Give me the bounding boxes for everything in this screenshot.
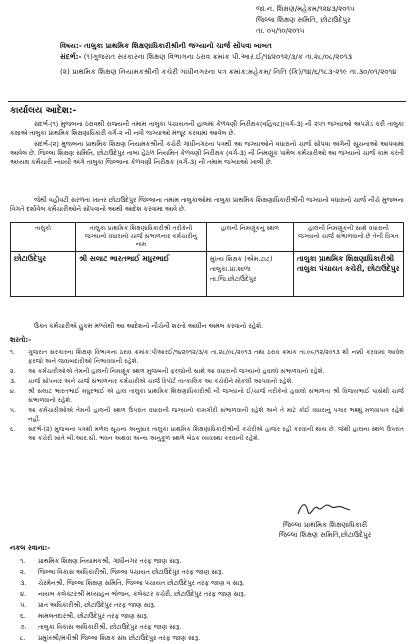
list-text: મામલતદારશ્રી, છોટાઉદેપુર તરફ જાણ સારૂ.: [38, 612, 149, 620]
condition-item: [10, 367, 404, 376]
col-header-taluka: તાલુકો: [11, 223, 76, 252]
list-number: ૬.: [20, 612, 26, 620]
list-text: નાયબ કલેક્ટરશ્રી મધ્યાહન ભોજન, કલેક્ટર કચેરી, છોટાઉદેપુર તરફ જાણ સારૂ.: [38, 590, 246, 598]
list-number: ૫.: [20, 601, 27, 609]
signatory-office: જિલ્લા શિક્ષણ સમિતિ,છોટાઉદેપુર: [278, 531, 372, 539]
list-item: [20, 622, 400, 633]
list-item: [20, 556, 400, 567]
condition-item: [10, 348, 404, 366]
paragraph-1: સંદર્ભ-(૧) મુજબના ઠરાવથી રાજ્યની તમામ તાલુકા પંચાયતની હાલમાં કેળવણી નિરીક્ષક(વહિવટ)(વર્ગ-૩) ની ૨૫૧ જગ્યાઓ અપગ્રેડ કરી તાલુકા કક્ષાએ તાલુકા પ્રાથમિક શિક્ષણાધિકારી વર્ગ-૨ ની નવી જગ્યાઓ મંજૂર કરવામાં આવેલ છે.: [10, 120, 404, 138]
list-text: પ્રાથમિક શિક્ષણ નિયામકશ્રી, ગાંધીનગર તરફ જાણ સારૂ.: [38, 557, 182, 565]
list-number: ૮.: [20, 634, 26, 642]
list-text: પ્રાંત અધિકારીશ્રી, છોટાઉદેપુર તરફ જાણ સારૂ.: [38, 601, 156, 609]
reference-header: [256, 4, 406, 37]
condition-item: [10, 377, 404, 386]
divider: [8, 101, 406, 102]
condition-number: ૨.: [10, 368, 16, 375]
col-header-charge: હાલની નિમણૂંકની સાથે વધારાની જગ્યાનો ચાર્જ સંભાળવાનો છે તેની વિગત: [294, 223, 404, 252]
list-text: ચેરમેનશ્રી, જિલ્લા શિક્ષણ સમિતિ, જિલ્લા પંચાયત છોટાઉદેપુર તરફ જાણ વ સારૂ.: [38, 579, 245, 587]
paragraph-3: જેથી વહીવટી સરળતા ખાતર છોટાઉદેપુર જિલ્લાના તમામ તાલુકાઓમાં તાલુકા પ્રાથમિક શિક્ષણાધિકારીશ્રીની જગ્યાનો વધારાનો ચાર્જ નીચે મુજબના વિગતે દર્શાવેલ કર્મચારીઓને સોંપવાનો આથી આદેશ કરવામાં આવે છે.: [10, 196, 404, 214]
reference-label: સંદર્ભ:-: [60, 52, 82, 61]
condition-number: ૪.: [10, 388, 16, 395]
reference-1: (૧)ગુજરાત સરકારના શિક્ષણ વિભાગના ઠરાવ ક્રમાંક પી.આર.ઈ/૧૪૨૦૧૨/૩/ક તા.૨૮/૦૮/૨૦૧૩: [83, 52, 353, 61]
condition-text: ગુજરાત સરકારના શિક્ષણ વિભાગના ઠરાવ ક્રમાંક:પીઆરઈ/૧૪૨૦૧૨/૩/ક તા.૨૮/૦૮/૨૦૧૩ તથા ઠરાવ ક્રમાંક તા.૦૯/૧૨/૨૦૧૩ થી નક્કી કરવામાં આવેલ ફરજો અને જવાબદારીઓ નિભાવવાની રહેશે.: [28, 349, 404, 365]
office-order-title: કાર્યાલય આદેશ:-: [10, 106, 77, 116]
list-item: [20, 578, 400, 589]
list-number: ૧.: [20, 557, 26, 565]
table-header-row: [11, 223, 404, 252]
list-item: [20, 611, 400, 622]
condition-text: સંદર્ભ-(૨) મુજબના પત્રથી મળેલ સૂચના અનુસાર તાલુકા પ્રાથમિક શિક્ષણાધિકારીશ્રીની કચેરીએ હાજર રહી કરવાની થાય છે. જેથી હાલના સ્થળ ઉપરાંત આ કચેરી ખાતે બી.આર.સી. ભવન અથવા અન્ય અનુકૂળ સ્થળે બેઠક વ્યવસ્થા કરવાની રહેશે.: [28, 426, 404, 442]
signature-scribble: [294, 498, 354, 520]
cell-employee: શ્રી સલાટ ભારતભાઈ મધુરભાઈ: [76, 252, 207, 297]
signature-block: [250, 520, 400, 540]
list-item: [20, 589, 400, 600]
reference-2: (૨) પ્રાથમિક શિક્ષણ નિયામકશ્રીની કચેરી ગાંધીનગરના પત્ર ક્રમાંક:મહેકમ/ નિતિ (કિ)/૧૪/૬/૧૮૩-૨૧૯ તા.૩૦/૦૧/૨૦૧૪: [60, 67, 397, 76]
paragraph-2: સંદર્ભ-(૨) મુજબના પ્રાથમિક શિક્ષણ નિયામકશ્રીની કચેરી ગાંધીનગરના પત્રથી આ જગ્યાઓને વધારાનો ચાર્જ સોંપવા અંગેની સૂચનાઓ આપવામાં આવેલ છે. જિલ્લા શિક્ષણ સમિતિ, છોટાઉદેપુર તાબા હેઠળ નિયમિત કેળવણી નિરીક્ષક (વર્ગ-૩) ની નિમણૂંક પામેલ કર્મચારીઓ આ જગ્યાનો ચાર્જ કામ કરતી અધ્યક્ષ કર્મચારી ન્યાયી અંગે તાલુકા જિલ્લાના કેળવણી નિરીક્ષક (વર્ગ-૩) ની તમામ જગ્યાઓ ખાલી છે.: [10, 140, 404, 167]
cell-taluka: છોટાઉદેપુર: [11, 252, 76, 297]
subject-label: વિષય:-: [60, 41, 82, 50]
charge-table: [10, 222, 404, 297]
conditions-list: [10, 348, 404, 444]
condition-item: [10, 406, 404, 424]
list-text: તાલુકા વિકાસ અધિકારીશ્રી, છોટાઉદેપુર તરફ જાણ સારૂ.: [38, 623, 182, 631]
list-number: ૭.: [20, 623, 27, 631]
list-item: [20, 600, 400, 611]
condition-text: શ્રી સલાટ ભારતભાઈ મધુરભાઈ એ હાલ તાલુકા પ્રાથમિક શિક્ષણાધિકારીશ્રી ની જગ્યાનો ઈ/ચાર્જ તરીકેનો હવાલો સંભાળતા શ્રી વિજયભાઈ પાસેથી ચાર્જ સંભાળવાનો રહેશે.: [28, 388, 404, 404]
signatory-designation: જિલ્લા પ્રાથમિક શિક્ષણાધિકારી: [282, 521, 368, 529]
issue-date: તા. ૦૫/૧૦/૨૦૧૫: [256, 27, 305, 35]
col-header-employee: તાલુકા પ્રાથમિક શિક્ષણાધિકારીશ્રી તરીકેની જગ્યાનો વધારાનો ચાર્જ સંભાળનાર કર્મચારીનું નામ: [76, 223, 207, 252]
cell-charge: તાલુકા પ્રાથમિક શિક્ષણાધિકારીશ્રી તાલુકા પંચાયત કચેરી, છોટાઉદેપુર: [294, 252, 404, 297]
col-header-place: હાલની નિમણૂંકનું સ્થળ: [207, 223, 294, 252]
condition-text: ચાર્જ સોંપનાર અને ચાર્જ સંભાળનાર કર્મચારીએ ચાર્જ રિપોર્ટ તાત્કાલિક આ કચેરીને મોકલી આપવાનો રહેશે.: [28, 378, 294, 385]
conditions-title: શરતો:-: [10, 336, 32, 344]
list-number: ૨.: [20, 568, 26, 576]
condition-number: ૧.: [10, 349, 15, 356]
condition-item: [10, 425, 404, 443]
subject-text: તાલુકા પ્રાથમિક શિક્ષણાધિકારીશ્રીની જગ્યાનો ચાર્જ સોંપવા બાબત: [84, 41, 272, 50]
outward-number: જા.નં. શિક્ષણ/મહેકમ/૧૨૪૩/૨૦૧૫: [256, 5, 355, 13]
condition-item: [10, 387, 404, 405]
list-number: ૩.: [20, 579, 27, 587]
condition-text: આ કર્મચારીઓએ તેમની હાલની સ્થળ ઉપરાંત વધારાની જગ્યાનો કામગીરી સંભાળવાની રહેશે અને તે માટે કોઈ વધારાનું પગાર ભથ્થું મળવાપાત્ર રહેશે નહીં.: [28, 407, 404, 423]
copy-to-title: નકલ રવાના:-: [10, 544, 51, 552]
cell-place: મુખ્ય શિક્ષક (એમ.ટાટ) તાલુકા.પ્રા.શાળા તા.જિ.છોટાઉદેપુર: [207, 252, 294, 297]
list-text: જિલ્લા વિકાસ અધિકારીશ્રી, જિલ્લા પંચાયત છોટાઉદેપુર તરફ જાણ સારૂ.: [38, 568, 224, 576]
condition-number: ૫.: [10, 407, 17, 414]
condition-number: ૬.: [10, 426, 16, 433]
list-item: [20, 633, 400, 644]
subject-block: [60, 40, 406, 77]
after-table-text: ઉક્ત કર્મચારીએ હુકમ મળ્યેથી આ આદેશનો નીચેની શરતો આધીન અમલ કરવાનો રહેશે.: [34, 322, 264, 330]
list-text: પ્રમુખશ્રી/મંત્રીશ્રી જિલ્લા શિક્ષક સંઘ છોટાઉદેપુર તરફ જાણ સારૂ.: [38, 634, 201, 642]
office-name: જિલ્લા શિક્ષણ સમિતિ, છોટાઉદેપુર: [256, 16, 351, 24]
list-number: ૪.: [20, 590, 26, 598]
condition-number: ૩.: [10, 378, 17, 385]
condition-text: આ કર્મચારીઓએ તેમની હાલની નિમણૂંક સ્થળ મુજબની ફરજોની સાથે આ વધારાની જગ્યાનો હવાલો સંભાળવાનો રહેશે.: [28, 368, 325, 375]
list-item: [20, 567, 400, 578]
copy-to-list: [20, 556, 400, 644]
table-row: [11, 252, 404, 297]
